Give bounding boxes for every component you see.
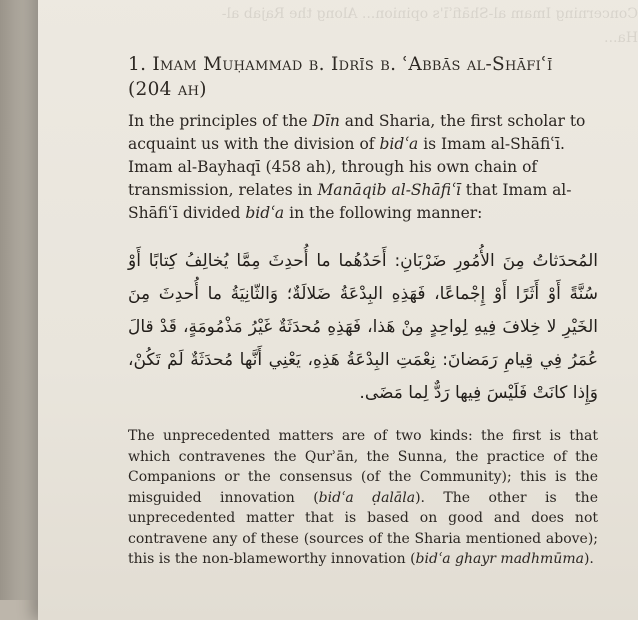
intro-paragraph [128, 110, 598, 225]
translation-text: The unprecedented matters are of two kinds: the first is that which contravenes the Qurʾān, the Sunna, the practice of the Companions or the consensus (of the Community); this is the misguided innovation ( [128, 428, 598, 506]
bleed-through-text [221, 2, 638, 50]
intro-text: and Sharia, the first scholar to acquaint us with the division of [128, 112, 586, 153]
translation-paragraph [128, 426, 598, 570]
intro-text: is Imam al-Shāfiʿī. Imam al-Bayhaqī (458 ah), through his own chain of transmission, relates in [128, 135, 565, 199]
term-din: Dīn [312, 112, 340, 130]
intro-text: that Imam al-Shāfiʿī divided [128, 181, 572, 222]
bleed-line: Concerning Imam al-Shāfiʿī's opinion... Along the Rajab al- [221, 6, 638, 22]
term-bida: bidʿa [245, 204, 285, 222]
intro-text: In the principles of the [128, 112, 313, 130]
heading-line-2: (204 ah) [128, 79, 207, 100]
translation-text: ). [583, 551, 594, 567]
book-title: Manāqib al-Shāfiʿī [317, 181, 461, 199]
page-content [128, 52, 598, 570]
bleed-line: Ha... [604, 30, 638, 46]
arabic-quotation: المُحدَثاتُ مِنَ الأُمُورِ ضَرْبَانِ: أَحَدُهُما ما أُحدِثَ مِمَّا يُخالِفُ كِتابًا أَوْ سُنَّةً أَوْ أَثَرًا أَوْ إِجْماعًا، فَهَذِهِ البِدْعَةُ ضَلالَةٌ؛ وَالثّانِيَةُ ما أُحدِثَ مِنَ الخَيْرِ لا خِلافَ فِيهِ لِواحِدٍ مِنْ هَذا، فَهَذِهِ مُحدَثَةٌ غَيْرُ مَذْمُومَةٍ، قَدْ قالَ عُمَرُ فِي قِيامِ رَمَضانَ: نِعْمَتِ البِدْعَةُ هَذِهِ، يَعْنِي أَنَّها مُحدَثَةٌ لَمْ تَكُنْ، وَإِذا كانَتْ فَلَيْسَ فِيها رَدٌّ لِما مَضَى. [128, 251, 598, 403]
section-heading [128, 52, 598, 102]
book-page [38, 0, 638, 620]
term-bida: bidʿa [379, 135, 419, 153]
intro-text: in the following manner: [284, 204, 483, 222]
term-bida-dalala: bidʿa ḍalāla [318, 489, 416, 506]
term-bida-ghayr-madhmuma: bidʿa ghayr madhmūma [415, 551, 584, 567]
heading-line-1: 1. Imam Muḥammad b. Idrīs b. ʿAbbās al-Shāfiʿī [128, 54, 553, 75]
translation-text: ). The other is the unprecedented matter that is based on good and does not contravene any of these (sources of the Sharia mentioned above); this is the non-blameworthy innovation ( [128, 489, 598, 567]
